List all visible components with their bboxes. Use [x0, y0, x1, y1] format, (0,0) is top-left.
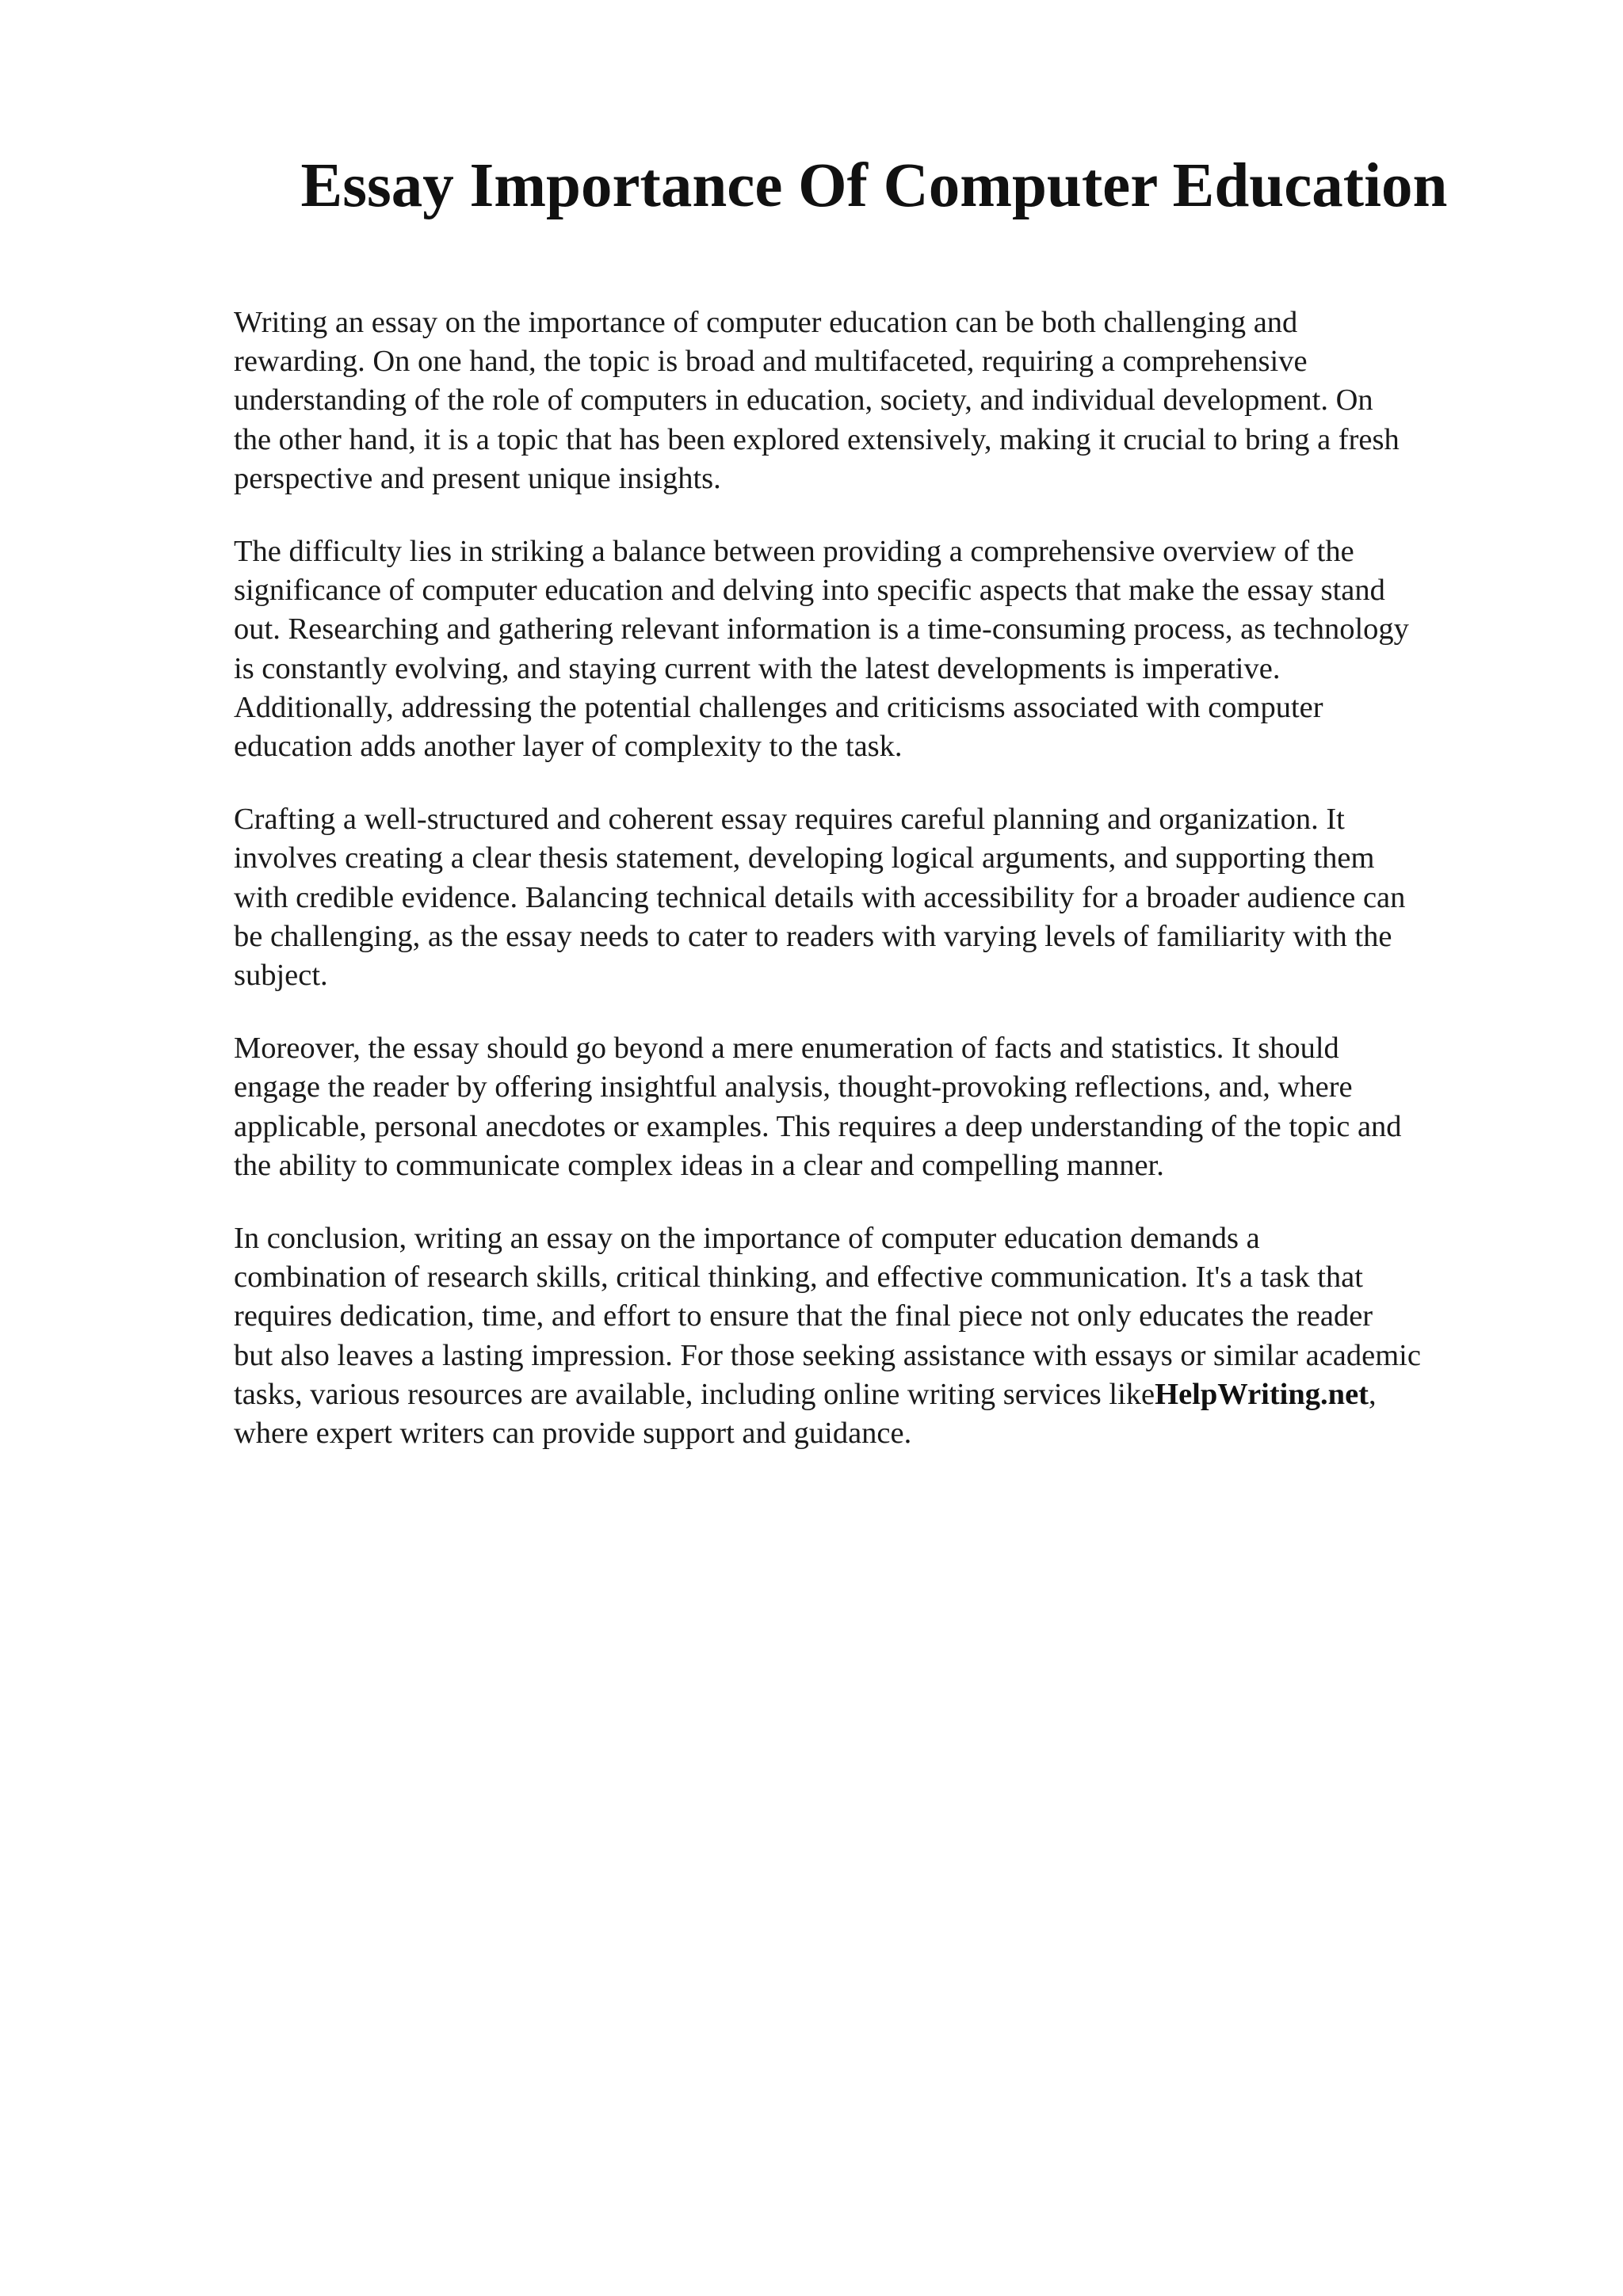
paragraph-1 — [234, 303, 1533, 498]
text-line: applicable, personal anecdotes or examples. This requires a deep understanding of the topic and — [234, 1109, 1402, 1143]
text-fragment: , — [1368, 1377, 1377, 1411]
paragraph-4 — [234, 1029, 1533, 1185]
text-line: In conclusion, writing an essay on the importance of computer education demands a — [234, 1222, 1260, 1256]
text-line: is constantly evolving, and staying current with the latest developments is imperative. — [234, 651, 1281, 685]
paragraph-2 — [234, 532, 1533, 766]
text-line: understanding of the role of computers in education, society, and individual development. On — [234, 383, 1373, 418]
text-line: Crafting a well-structured and coherent essay requires careful planning and organization. It — [234, 803, 1345, 837]
text-line: with credible evidence. Balancing technical details with accessibility for a broader audience can — [234, 880, 1406, 914]
paragraph-conclusion — [234, 1219, 1533, 1453]
text-line: rewarding. On one hand, the topic is broad and multifaceted, requiring a comprehensive — [234, 345, 1308, 379]
text-line: combination of research skills, critical thinking, and effective communication. It's a task that — [234, 1261, 1363, 1295]
helpwriting-link[interactable]: HelpWriting.net — [1155, 1377, 1369, 1411]
paragraph-3 — [234, 800, 1533, 995]
text-line: engage the reader by offering insightful analysis, thought-provoking reflections, and, where — [234, 1070, 1353, 1104]
text-line: the other hand, it is a topic that has been explored extensively, making it crucial to bring a fresh — [234, 422, 1400, 456]
text-line: Additionally, addressing the potential challenges and criticisms associated with computer — [234, 690, 1323, 724]
text-line: be challenging, as the essay needs to cater to readers with varying levels of familiarity with the — [234, 919, 1392, 953]
text-line: but also leaves a lasting impression. For those seeking assistance with essays or similar academic — [234, 1338, 1421, 1372]
text-line: education adds another layer of complexity to the task. — [234, 730, 903, 764]
text-line: significance of computer education and delving into specific aspects that make the essay stand — [234, 574, 1385, 608]
essay-body — [234, 303, 1533, 1487]
text-line: involves creating a clear thesis statement, developing logical arguments, and supporting them — [234, 841, 1375, 875]
text-line: out. Researching and gathering relevant information is a time-consuming process, as technology — [234, 612, 1409, 646]
text-line: Moreover, the essay should go beyond a mere enumeration of facts and statistics. It should — [234, 1032, 1339, 1066]
text-line: the ability to communicate complex ideas in a clear and compelling manner. — [234, 1148, 1164, 1182]
text-line: perspective and present unique insights. — [234, 461, 721, 495]
text-line: Writing an essay on the importance of computer education can be both challenging and — [234, 306, 1298, 339]
document-title: Essay Importance Of Computer Education — [300, 151, 1448, 220]
text-line: subject. — [234, 959, 328, 993]
text-line: The difficulty lies in striking a balance between providing a comprehensive overview of the — [234, 535, 1354, 569]
text-line: where expert writers can provide support and guidance. — [234, 1417, 912, 1451]
text-line-with-link — [234, 1375, 1533, 1414]
text-fragment: tasks, various resources are available, including online writing services like — [234, 1377, 1155, 1411]
text-line: requires dedication, time, and effort to ensure that the final piece not only educates the reader — [234, 1299, 1373, 1333]
